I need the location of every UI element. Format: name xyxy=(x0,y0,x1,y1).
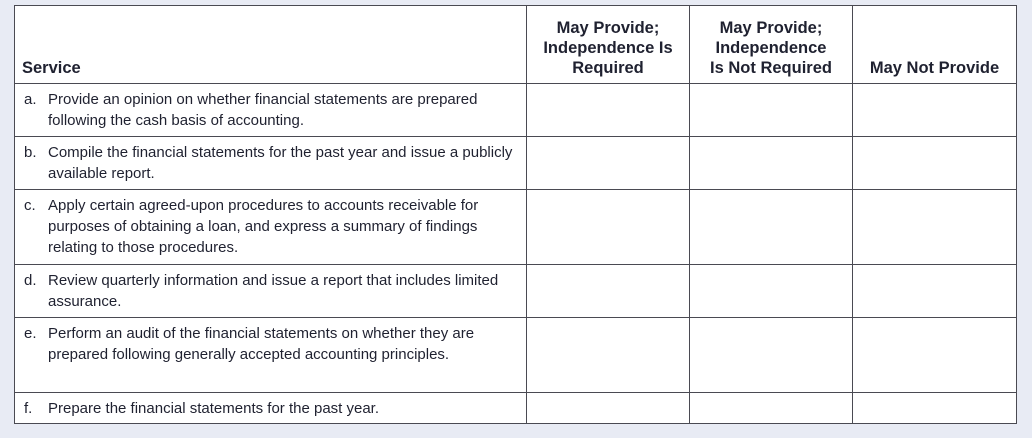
answer-cell-independence-required[interactable] xyxy=(527,84,690,137)
header-line: Independence Is xyxy=(543,39,673,57)
answer-cell-independence-required[interactable] xyxy=(527,318,690,393)
answer-cell-independence-required[interactable] xyxy=(527,393,690,424)
header-line: Required xyxy=(572,59,644,77)
table-row xyxy=(15,190,1017,265)
service-cell xyxy=(15,137,527,190)
header-line: May Not Provide xyxy=(869,59,1000,77)
item-letter: f. xyxy=(24,400,33,417)
header-line: May Provide; xyxy=(719,19,823,37)
header-may-provide-independence-not-required xyxy=(690,6,853,84)
answer-cell-independence-not-required[interactable] xyxy=(690,137,853,190)
table-row xyxy=(15,318,1017,393)
answer-cell-independence-required[interactable] xyxy=(527,190,690,265)
answer-cell-independence-not-required[interactable] xyxy=(690,84,853,137)
table-row xyxy=(15,265,1017,318)
item-text: Review quarterly information and issue a report that includes limited assurance. xyxy=(48,272,499,310)
item-letter: d. xyxy=(24,272,37,289)
service-cell xyxy=(15,190,527,265)
header-line: May Provide; xyxy=(556,19,660,37)
header-may-provide-independence-required xyxy=(527,6,690,84)
service-cell xyxy=(15,84,527,137)
item-letter: c. xyxy=(24,197,36,214)
answer-cell-may-not-provide[interactable] xyxy=(853,393,1017,424)
item-text: Compile the financial statements for the past year and issue a publicly available report. xyxy=(48,144,513,182)
answer-cell-independence-required[interactable] xyxy=(527,265,690,318)
header-row xyxy=(15,6,1017,84)
answer-cell-may-not-provide[interactable] xyxy=(853,265,1017,318)
item-letter: b. xyxy=(24,144,37,161)
item-text: Provide an opinion on whether financial statements are prepared following the cash basis of accounting. xyxy=(48,91,478,129)
table-row xyxy=(15,393,1017,424)
service-cell xyxy=(15,265,527,318)
answer-cell-may-not-provide[interactable] xyxy=(853,190,1017,265)
answer-cell-independence-not-required[interactable] xyxy=(690,318,853,393)
answer-cell-independence-not-required[interactable] xyxy=(690,265,853,318)
answer-cell-may-not-provide[interactable] xyxy=(853,84,1017,137)
item-letter: e. xyxy=(24,325,37,342)
answer-cell-may-not-provide[interactable] xyxy=(853,318,1017,393)
answer-cell-may-not-provide[interactable] xyxy=(853,137,1017,190)
item-letter: a. xyxy=(24,91,37,108)
item-text: Apply certain agreed-upon procedures to accounts receivable for purposes of obtaining a loan, and express a summary of findings relating to those procedures. xyxy=(48,197,479,256)
answer-cell-independence-required[interactable] xyxy=(527,137,690,190)
table-row xyxy=(15,137,1017,190)
header-line: Is Not Required xyxy=(710,59,832,77)
header-may-not-provide xyxy=(853,6,1017,84)
header-service xyxy=(15,6,527,84)
header-service-label: Service xyxy=(22,59,81,77)
answer-cell-independence-not-required[interactable] xyxy=(690,190,853,265)
item-text: Prepare the financial statements for the past year. xyxy=(48,400,380,417)
service-cell xyxy=(15,318,527,393)
header-line: Independence xyxy=(715,39,827,57)
item-text: Perform an audit of the financial statements on whether they are prepared following generally accepted accounting principles. xyxy=(48,325,475,363)
service-cell xyxy=(15,393,527,424)
services-table xyxy=(14,5,1017,424)
answer-cell-independence-not-required[interactable] xyxy=(690,393,853,424)
table-row xyxy=(15,84,1017,137)
